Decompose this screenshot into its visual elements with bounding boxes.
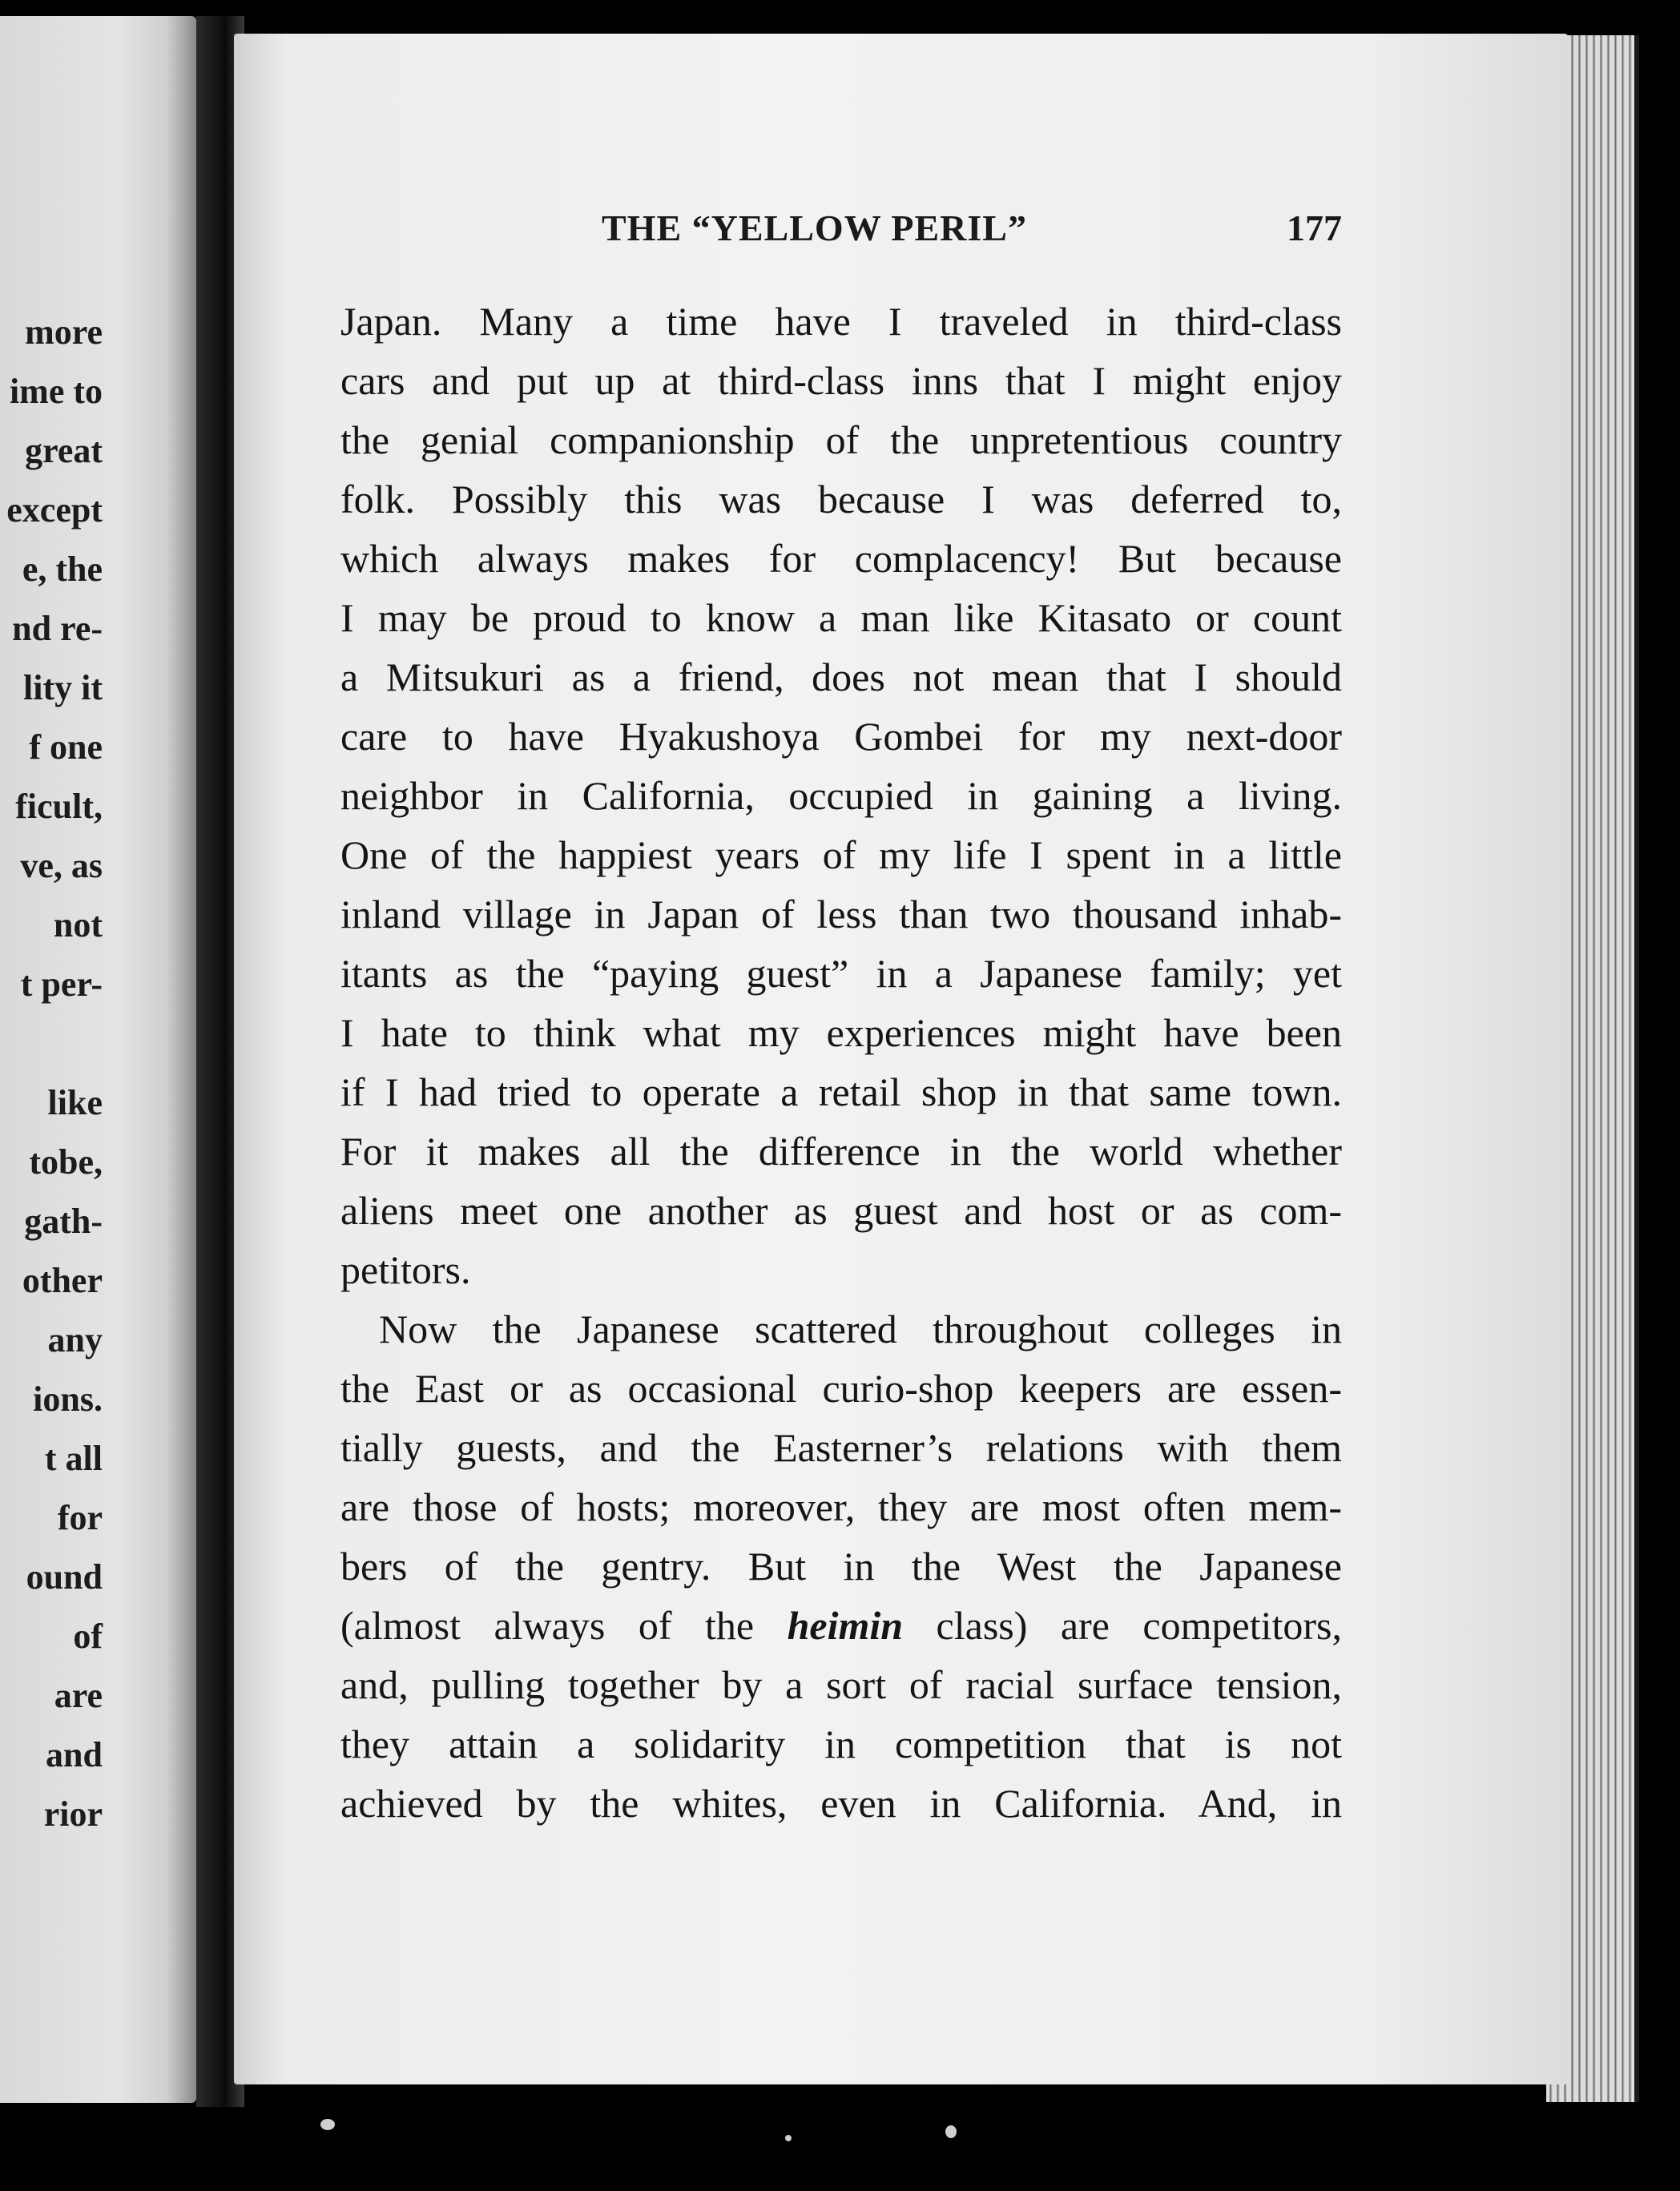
text-line: bers of the gentry. But in the West the Japanese — [340, 1544, 1342, 1589]
text-line: cars and put up at third-class inns that I might enjoy — [340, 358, 1342, 403]
previous-page-line — [0, 1014, 103, 1073]
text-line: the genial companionship of the unpretentious country — [340, 417, 1342, 462]
text-line: itants as the “paying guest” in a Japanese family; yet — [340, 951, 1342, 996]
text-line: aliens meet one another as guest and host or as com- — [340, 1188, 1342, 1233]
italic-term: heimin — [787, 1603, 904, 1648]
previous-page-line: and — [46, 1735, 103, 1774]
text-line: and, pulling together by a sort of racial surface tension, — [340, 1662, 1342, 1707]
text-line: I hate to think what my experiences might have been — [340, 1010, 1342, 1055]
previous-page-line: for — [57, 1498, 103, 1537]
previous-page — [0, 16, 196, 2103]
text-line: Now the Japanese scattered throughout colleges in — [379, 1307, 1342, 1351]
previous-page-line: like — [47, 1083, 103, 1122]
text-line-heimin — [340, 1596, 1342, 1655]
text-line: a Mitsukuri as a friend, does not mean that I should — [340, 654, 1342, 699]
previous-page-line: not — [53, 905, 103, 944]
text-segment: class) are competitors, — [903, 1603, 1342, 1648]
previous-page-line: any — [47, 1320, 103, 1359]
text-line: neighbor in California, occupied in gaining a living. — [340, 773, 1342, 818]
text-line: folk. Possibly this was because I was deferred to, — [340, 477, 1342, 522]
text-line: Japan. Many a time have I traveled in third-class — [340, 299, 1342, 344]
previous-page-line: other — [22, 1261, 103, 1300]
text-line: tially guests, and the Easterner’s relations with them — [340, 1425, 1342, 1470]
previous-page-line: of — [73, 1617, 103, 1656]
running-title: THE “YELLOW PERIL” — [602, 207, 1027, 248]
previous-page-text — [0, 303, 103, 1844]
text-line: petitors. — [340, 1247, 471, 1292]
text-line: achieved by the whites, even in California. And, in — [340, 1781, 1342, 1826]
previous-page-line: ions. — [33, 1379, 103, 1419]
previous-page-line: except — [6, 490, 103, 530]
text-line: For it makes all the difference in the world whether — [340, 1129, 1342, 1174]
previous-page-line: tobe, — [29, 1142, 103, 1182]
previous-page-line: rior — [43, 1794, 103, 1834]
previous-page-line: more — [25, 312, 103, 352]
previous-page-line: t all — [44, 1439, 103, 1478]
text-line: they attain a solidarity in competition that is not — [340, 1722, 1342, 1766]
dust-speck — [785, 2135, 792, 2141]
text-line: the East or as occasional curio-shop keepers are essen- — [340, 1366, 1342, 1411]
previous-page-line: lity it — [23, 668, 103, 707]
text-line: I may be proud to know a man like Kitasato or count — [340, 595, 1342, 640]
previous-page-line: ime to — [9, 372, 103, 411]
page-body-text — [340, 292, 1342, 1833]
text-line: care to have Hyakushoya Gombei for my next-door — [340, 714, 1342, 759]
dust-speck — [320, 2119, 335, 2130]
page-number: 177 — [1287, 207, 1342, 248]
previous-page-line: ound — [26, 1557, 103, 1597]
text-line: which always makes for complacency! But because — [340, 536, 1342, 581]
text-line: are those of hosts; moreover, they are most often mem- — [340, 1484, 1342, 1529]
previous-page-line: ficult, — [15, 787, 103, 826]
previous-page-line: ve, as — [20, 846, 103, 885]
text-line: One of the happiest years of my life I spent in a little — [340, 832, 1342, 877]
previous-page-line: gath- — [24, 1202, 103, 1241]
previous-page-line: f one — [29, 727, 103, 767]
previous-page-line: t per- — [20, 965, 103, 1004]
previous-page-line: great — [25, 431, 103, 470]
previous-page-line: are — [54, 1676, 103, 1715]
text-line: if I had tried to operate a retail shop in that same town. — [340, 1069, 1342, 1114]
text-segment: (almost always of the — [340, 1603, 788, 1648]
dust-speck — [945, 2125, 957, 2138]
previous-page-line: nd re- — [12, 609, 103, 648]
text-line: inland village in Japan of less than two thousand inhab- — [340, 892, 1342, 936]
previous-page-line: e, the — [22, 550, 103, 589]
page-header — [340, 207, 1342, 260]
